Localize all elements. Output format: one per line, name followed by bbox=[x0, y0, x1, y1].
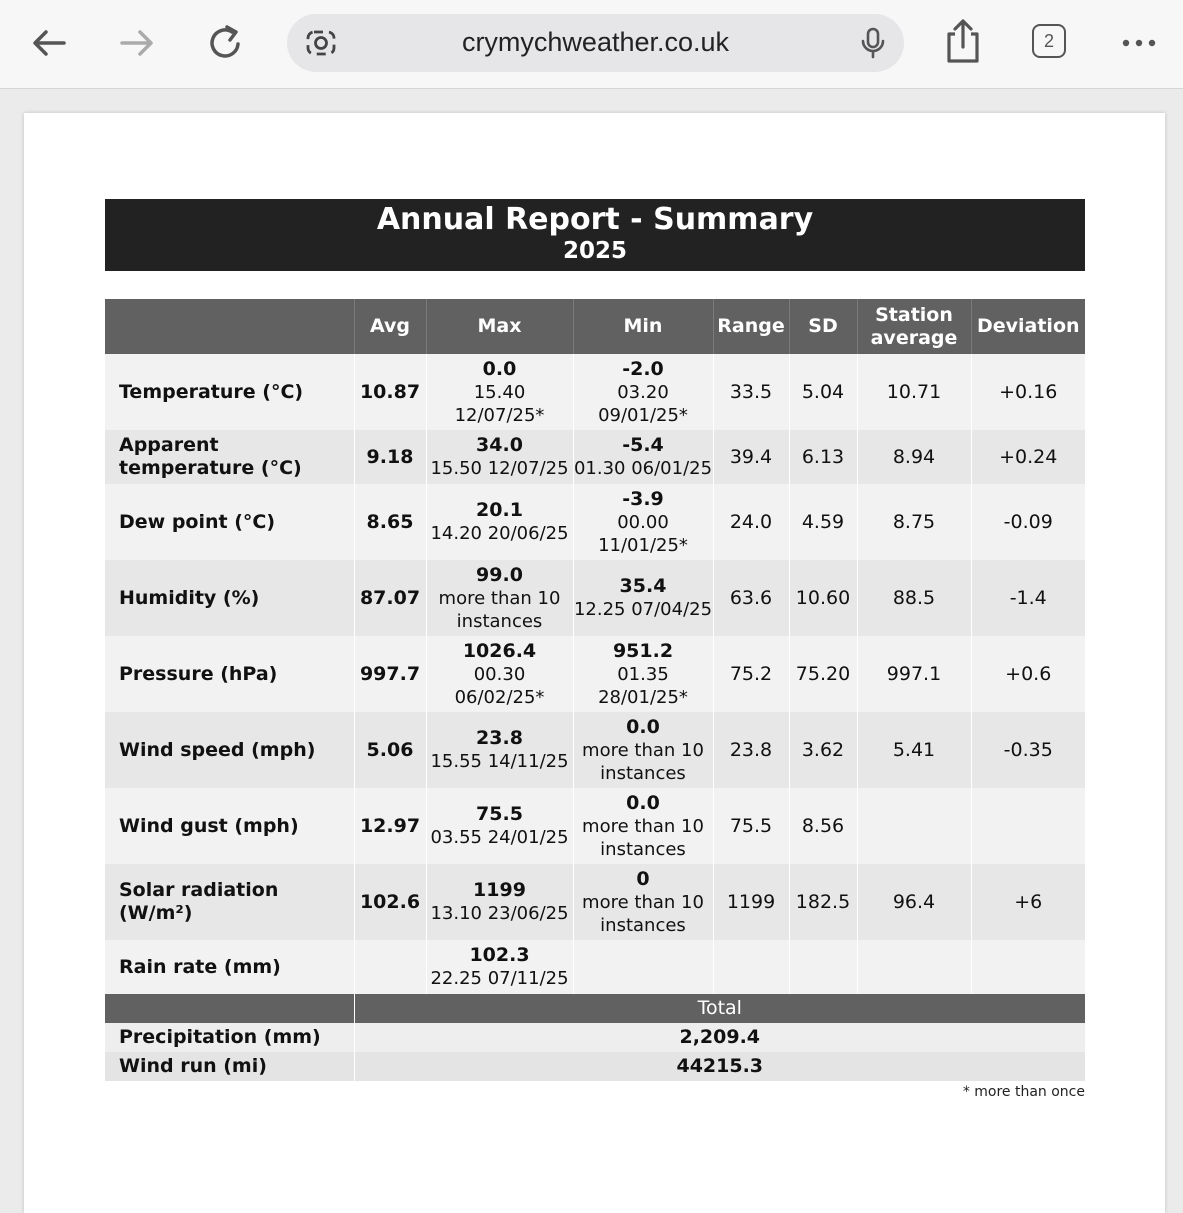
max-cell: 99.0 more than 10 instances bbox=[426, 560, 573, 636]
row-label: Humidity (%) bbox=[105, 560, 354, 636]
share-icon[interactable] bbox=[942, 20, 984, 62]
station-avg-cell: 8.94 bbox=[857, 430, 971, 484]
footnote: * more than once bbox=[962, 1084, 1085, 1100]
min-cell: 35.4 12.25 07/04/25 bbox=[573, 560, 713, 636]
sd-cell bbox=[789, 940, 857, 994]
range-cell bbox=[713, 940, 789, 994]
table-row bbox=[105, 712, 1085, 788]
range-cell: 24.0 bbox=[713, 484, 789, 560]
browser-toolbar bbox=[0, 0, 1183, 89]
sd-cell: 75.20 bbox=[789, 636, 857, 712]
report-title-box bbox=[105, 199, 1085, 271]
avg-cell: 102.6 bbox=[354, 864, 426, 940]
table-header bbox=[105, 299, 1085, 354]
avg-cell: 997.7 bbox=[354, 636, 426, 712]
sd-cell: 10.60 bbox=[789, 560, 857, 636]
col-range: Range bbox=[713, 299, 789, 354]
deviation-cell: +0.6 bbox=[971, 636, 1085, 712]
forward-arrow-icon[interactable] bbox=[116, 22, 158, 64]
min-cell: -3.9 00.00 11/01/25* bbox=[573, 484, 713, 560]
avg-cell: 9.18 bbox=[354, 430, 426, 484]
report-title: Annual Report - Summary bbox=[376, 202, 814, 237]
station-avg-cell: 997.1 bbox=[857, 636, 971, 712]
sd-cell: 6.13 bbox=[789, 430, 857, 484]
sd-cell: 3.62 bbox=[789, 712, 857, 788]
range-cell: 33.5 bbox=[713, 354, 789, 430]
max-cell: 1199 13.10 23/06/25 bbox=[426, 864, 573, 940]
station-avg-cell: 88.5 bbox=[857, 560, 971, 636]
tabs-icon[interactable] bbox=[1032, 24, 1066, 58]
deviation-cell: +6 bbox=[971, 864, 1085, 940]
station-avg-cell bbox=[857, 940, 971, 994]
max-cell: 23.8 15.55 14/11/25 bbox=[426, 712, 573, 788]
table-row bbox=[105, 430, 1085, 484]
row-label: Pressure (hPa) bbox=[105, 636, 354, 712]
range-cell: 1199 bbox=[713, 864, 789, 940]
totals-value: 2,209.4 bbox=[354, 1023, 1085, 1052]
deviation-cell bbox=[971, 788, 1085, 864]
deviation-cell bbox=[971, 940, 1085, 994]
row-label: Temperature (°C) bbox=[105, 354, 354, 430]
max-cell: 102.3 22.25 07/11/25 bbox=[426, 940, 573, 994]
avg-cell: 8.65 bbox=[354, 484, 426, 560]
deviation-cell: +0.24 bbox=[971, 430, 1085, 484]
tab-count: 2 bbox=[1043, 30, 1054, 51]
sd-cell: 182.5 bbox=[789, 864, 857, 940]
row-label: Solar radiation (W/m²) bbox=[105, 864, 354, 940]
min-cell: 0 more than 10 instances bbox=[573, 864, 713, 940]
min-cell: 951.2 01.35 28/01/25* bbox=[573, 636, 713, 712]
row-label: Rain rate (mm) bbox=[105, 940, 354, 994]
back-arrow-icon[interactable] bbox=[28, 22, 70, 64]
col-min: Min bbox=[573, 299, 713, 354]
station-avg-cell: 10.71 bbox=[857, 354, 971, 430]
table-row bbox=[105, 864, 1085, 940]
totals-header-row bbox=[105, 994, 1085, 1023]
range-cell: 63.6 bbox=[713, 560, 789, 636]
col-metric bbox=[105, 299, 354, 354]
reload-icon[interactable] bbox=[205, 22, 247, 64]
table-body bbox=[105, 354, 1085, 1081]
more-icon[interactable] bbox=[1118, 22, 1160, 64]
table-row bbox=[105, 636, 1085, 712]
range-cell: 75.2 bbox=[713, 636, 789, 712]
totals-value: 44215.3 bbox=[354, 1052, 1085, 1081]
max-cell: 0.0 15.40 12/07/25* bbox=[426, 354, 573, 430]
col-max: Max bbox=[426, 299, 573, 354]
col-avg: Avg bbox=[354, 299, 426, 354]
avg-cell: 10.87 bbox=[354, 354, 426, 430]
max-cell: 34.0 15.50 12/07/25 bbox=[426, 430, 573, 484]
col-deviation: Deviation bbox=[971, 299, 1085, 354]
station-avg-cell: 8.75 bbox=[857, 484, 971, 560]
avg-cell: 5.06 bbox=[354, 712, 426, 788]
sd-cell: 8.56 bbox=[789, 788, 857, 864]
totals-header: Total bbox=[354, 994, 1085, 1023]
annual-report bbox=[105, 199, 1085, 1100]
totals-label: Wind run (mi) bbox=[105, 1052, 354, 1081]
max-cell: 20.1 14.20 20/06/25 bbox=[426, 484, 573, 560]
row-label: Dew point (°C) bbox=[105, 484, 354, 560]
station-avg-cell: 5.41 bbox=[857, 712, 971, 788]
deviation-cell: -0.35 bbox=[971, 712, 1085, 788]
range-cell: 23.8 bbox=[713, 712, 789, 788]
avg-cell bbox=[354, 940, 426, 994]
table-row bbox=[105, 940, 1085, 994]
microphone-icon[interactable] bbox=[860, 27, 886, 63]
sd-cell: 4.59 bbox=[789, 484, 857, 560]
sd-cell: 5.04 bbox=[789, 354, 857, 430]
max-cell: 75.5 03.55 24/01/25 bbox=[426, 788, 573, 864]
address-bar[interactable] bbox=[287, 14, 904, 72]
totals-row bbox=[105, 1023, 1085, 1052]
deviation-cell: +0.16 bbox=[971, 354, 1085, 430]
row-label: Apparent temperature (°C) bbox=[105, 430, 354, 484]
url-text[interactable]: crymychweather.co.uk bbox=[461, 27, 730, 57]
min-cell bbox=[573, 940, 713, 994]
station-avg-cell bbox=[857, 788, 971, 864]
table-row bbox=[105, 484, 1085, 560]
totals-label: Precipitation (mm) bbox=[105, 1023, 354, 1052]
table-row bbox=[105, 788, 1085, 864]
deviation-cell: -0.09 bbox=[971, 484, 1085, 560]
min-cell: 0.0 more than 10 instances bbox=[573, 712, 713, 788]
col-station-average: Station average bbox=[857, 299, 971, 354]
min-cell: -5.4 01.30 06/01/25 bbox=[573, 430, 713, 484]
row-label: Wind speed (mph) bbox=[105, 712, 354, 788]
report-year: 2025 bbox=[562, 238, 627, 264]
max-cell: 1026.4 00.30 06/02/25* bbox=[426, 636, 573, 712]
row-label: Wind gust (mph) bbox=[105, 788, 354, 864]
min-cell: 0.0 more than 10 instances bbox=[573, 788, 713, 864]
col-sd: SD bbox=[789, 299, 857, 354]
table-row bbox=[105, 354, 1085, 430]
range-cell: 39.4 bbox=[713, 430, 789, 484]
deviation-cell: -1.4 bbox=[971, 560, 1085, 636]
totals-row bbox=[105, 1052, 1085, 1081]
page-content bbox=[24, 113, 1165, 1213]
avg-cell: 87.07 bbox=[354, 560, 426, 636]
station-avg-cell: 96.4 bbox=[857, 864, 971, 940]
range-cell: 75.5 bbox=[713, 788, 789, 864]
table-row bbox=[105, 560, 1085, 636]
summary-table bbox=[105, 299, 1085, 1081]
min-cell: -2.0 03.20 09/01/25* bbox=[573, 354, 713, 430]
avg-cell: 12.97 bbox=[354, 788, 426, 864]
